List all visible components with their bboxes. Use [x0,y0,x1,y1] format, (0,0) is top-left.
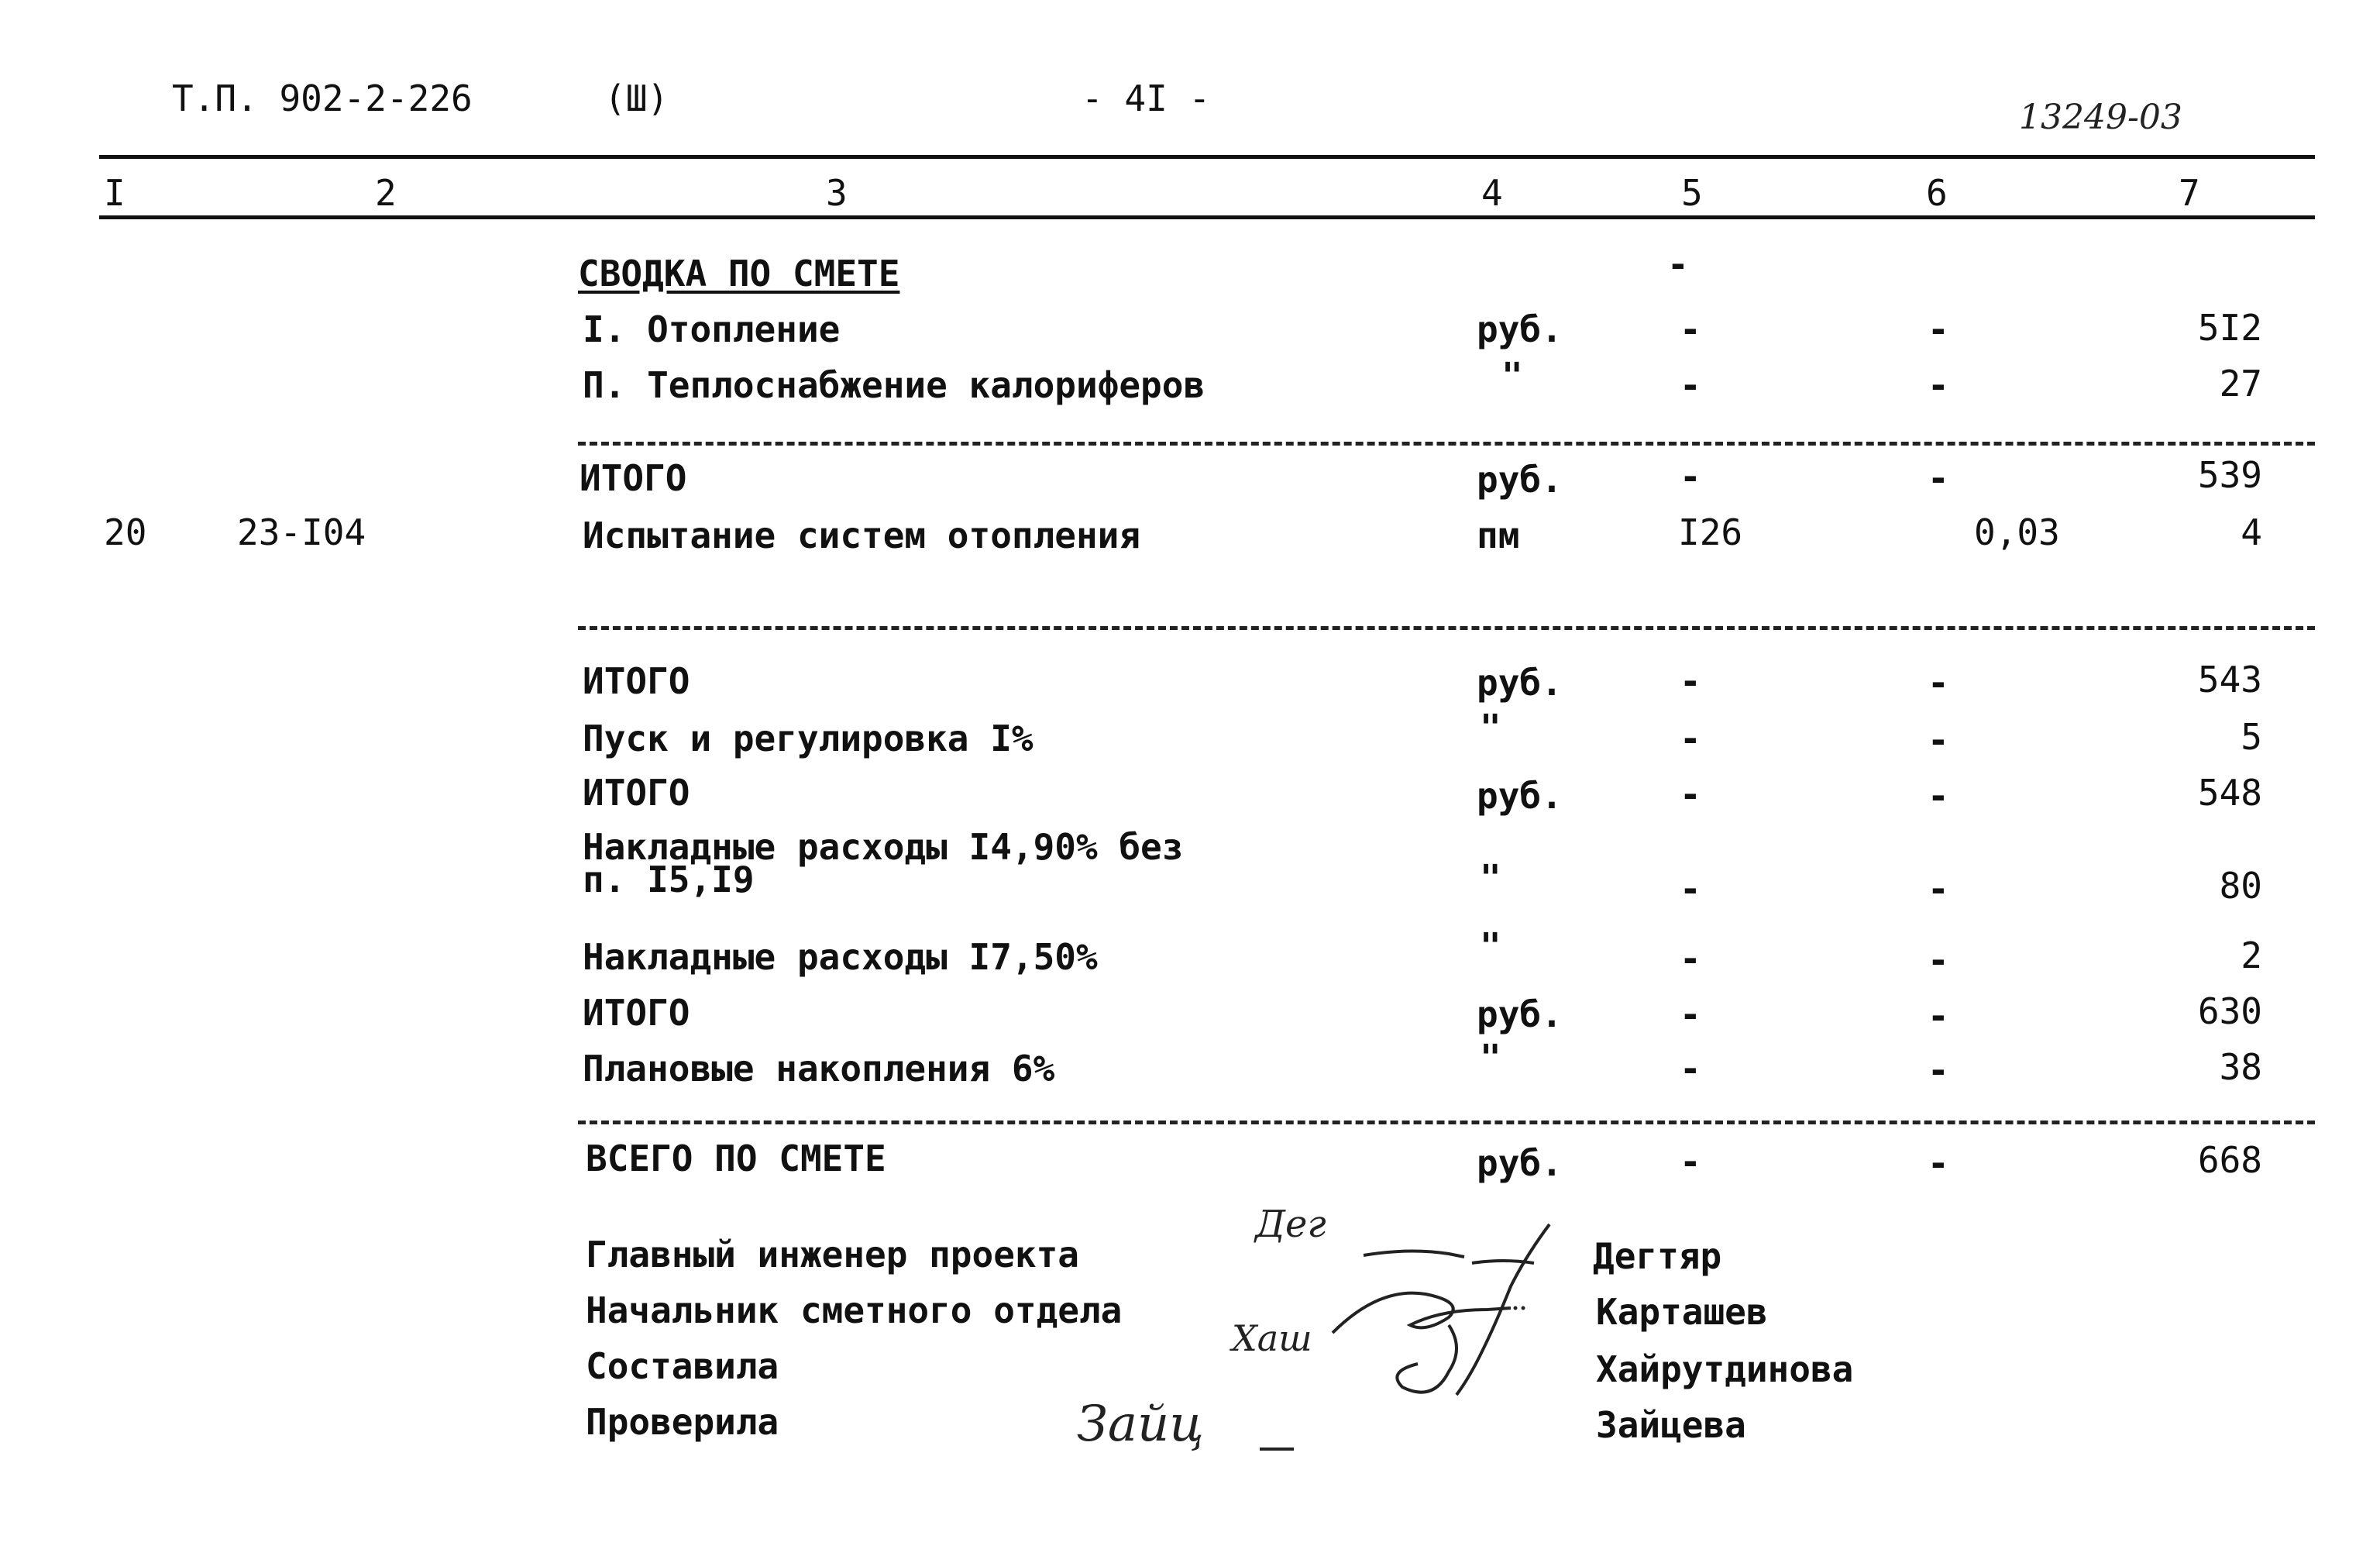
row-price: - [1928,719,1949,761]
row-unit: " [1501,355,1523,397]
row-name-line-1: Накладные расходы I4,90% без [583,826,1184,868]
row-unit: " [1480,857,1501,899]
row-total: 543 [2197,659,2262,701]
row-price: 0,03 [1974,511,2060,553]
row-name: П. Теплоснабжение калориферов [583,364,1205,406]
column-header-4: 4 [1481,172,1503,214]
row-name: ИТОГО [583,772,690,814]
row-name: ИТОГО [580,457,687,499]
row-name: Плановые накопления 6% [583,1048,1055,1090]
table-header-bottom-rule [99,215,2315,219]
row-total: 4 [2241,511,2262,553]
signatory-role: Главный инженер проекта [586,1234,1079,1275]
row-price: - [1928,457,1949,499]
column-header-7: 7 [2179,172,2200,214]
row-number: 20 [104,511,147,553]
row-total: 539 [2197,454,2262,496]
section-title: СВОДКА ПО СМЕТЕ [578,253,900,294]
row-price: - [1928,868,1949,910]
handwritten-signature-4: Зайц [1077,1396,1204,1453]
row-quantity: - [1680,868,1701,910]
column-header-6: 6 [1926,172,1948,214]
row-name: Накладные расходы I7,50% [583,936,1098,978]
dashed-separator [578,442,2315,446]
row-unit: руб. [1477,1142,1563,1184]
row-unit: руб. [1477,993,1563,1035]
dashed-separator [578,1121,2315,1124]
row-name: ИТОГО [583,992,690,1034]
row-quantity: - [1680,660,1701,702]
row-name: I. Отопление [583,308,841,350]
row-unit: " [1480,925,1501,967]
row-name: Испытание систем отопления [583,515,1141,556]
signatory-role: Начальник сметного отдела [586,1289,1123,1331]
document-part: (Ш) [604,77,669,119]
document-code: Т.П. 902-2-226 [172,77,473,119]
row-quantity: - [1680,364,1701,406]
row-price: - [1928,662,1949,704]
grand-total-label: ВСЕГО ПО СМЕТЕ [586,1138,886,1179]
row-price: - [1928,364,1949,406]
signatory-role: Проверила [586,1401,779,1443]
signatory-name: Хайрутдинова [1596,1348,1854,1390]
row-unit: руб. [1477,308,1563,350]
row-code: 23-I04 [237,511,366,553]
row-unit: руб. [1477,775,1563,817]
row-name-line-2: п. I5,I9 [583,859,755,900]
table-top-rule [99,155,2315,159]
row-quantity: - [1680,773,1701,815]
row-price: - [1928,1142,1949,1184]
row-unit: пм [1477,515,1520,556]
page-number: - 4I - [1082,77,1211,119]
row-total: 2 [2241,935,2262,976]
signatory-name: Карташев [1596,1291,1768,1333]
row-name: ИТОГО [583,660,690,702]
signature-tail [1255,1441,1302,1457]
row-price: - [1928,308,1949,350]
row-price: - [1928,775,1949,817]
row-quantity: - [1680,993,1701,1035]
signatory-name: Дегтяр [1593,1235,1722,1277]
handwritten-signature-1: Дег [1255,1203,1326,1246]
handwritten-doc-number: 13249-03 [2019,98,2182,137]
row-total: 27 [2219,363,2262,404]
grand-total-value: 668 [2197,1139,2262,1181]
row-price: - [1928,995,1949,1037]
row-quantity: - [1680,938,1701,979]
dashed-separator [578,626,2315,630]
handwritten-signature-3: Хаш [1232,1317,1312,1359]
signature-scribble [1317,1209,1596,1410]
signatory-role: Составила [586,1345,779,1387]
row-quantity: - [1680,1048,1701,1090]
column-header-1: I [104,172,126,214]
row-total: 80 [2219,865,2262,907]
row-total: 5 [2241,716,2262,758]
row-name: Пуск и регулировка I% [583,718,1034,759]
row-total: 38 [2219,1046,2262,1088]
signatory-name: Зайцева [1596,1404,1746,1446]
stray-dash: - [1667,243,1689,285]
row-price: - [1928,939,1949,981]
column-header-3: 3 [826,172,848,214]
column-header-2: 2 [375,172,397,214]
row-quantity: - [1680,308,1701,350]
row-total: 630 [2197,990,2262,1032]
row-quantity: I26 [1678,511,1743,553]
row-unit: руб. [1477,662,1563,704]
row-unit: " [1480,1037,1501,1079]
row-total: 5I2 [2197,307,2262,349]
column-header-5: 5 [1681,172,1703,214]
row-unit: " [1480,707,1501,749]
row-unit: руб. [1477,459,1563,501]
row-quantity: - [1680,1141,1701,1182]
row-quantity: - [1680,456,1701,497]
row-price: - [1928,1049,1949,1091]
row-quantity: - [1680,718,1701,759]
row-total: 548 [2197,772,2262,814]
